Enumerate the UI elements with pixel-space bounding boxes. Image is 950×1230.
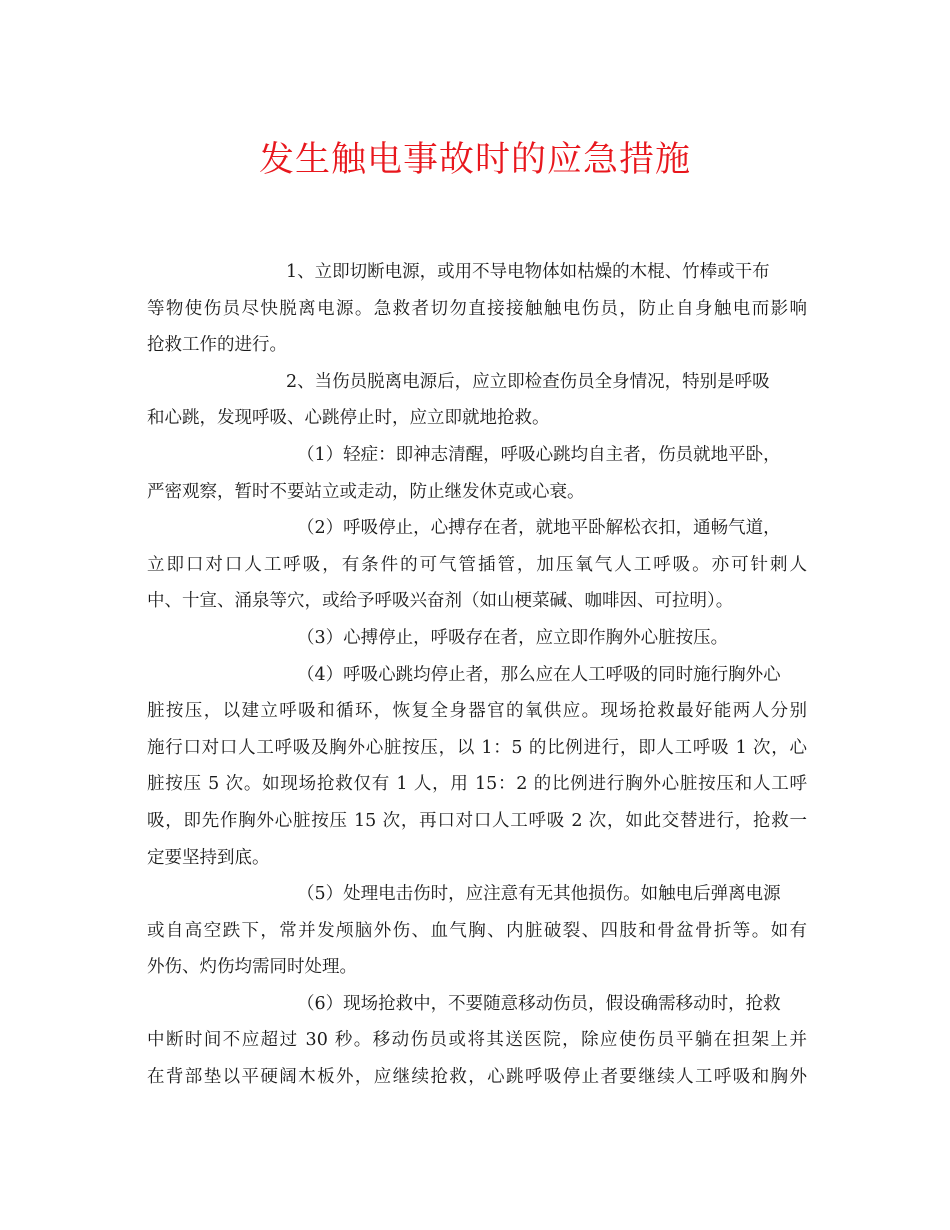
paragraph-line: （3）心搏停止，呼吸存在者，应立即作胸外心脏按压。 [297,627,729,648]
paragraph-line: 或自高空跌下，常并发颅脑外伤、血气胸、内脏破裂、四肢和骨盆骨折等。如有 [147,920,807,941]
paragraph-line: 在背部垫以平硬阔木板外，应继续抢救，心跳呼吸停止者要继续人工呼吸和胸外 [147,1067,807,1088]
paragraph-line: 2、当伤员脱离电源后，应立即检查伤员全身情况，特别是呼吸 [286,371,770,392]
paragraph-line: （6）现场抢救中，不要随意移动伤员，假设确需移动时，抢救 [297,993,781,1014]
paragraph-line: 中、十宣、涌泉等穴，或给予呼吸兴奋剂（如山梗菜碱、咖啡因、可拉明）。 [147,591,734,612]
paragraph-line: （5）处理电击伤时，应注意有无其他损伤。如触电后弹离电源 [297,884,781,905]
page-title: 发生触电事故时的应急措施 [258,140,691,180]
paragraph-line: 外伤、灼伤均需同时处理。 [147,957,357,978]
paragraph-line: 抢救工作的进行。 [147,335,287,356]
paragraph-line: 中断时间不应超过 30 秒。移动伤员或将其送医院，除应使伤员平躺在担架上并 [147,1030,807,1051]
paragraph-line: 脏按压 5 次。如现场抢救仅有 1 人，用 15：2 的比例进行胸外心脏按压和人工呼 [147,774,807,795]
paragraph-line: 严密观察，暂时不要站立或走动，防止继发休克或心衰。 [147,481,585,502]
paragraph-line: 等物使伤员尽快脱离电源。急救者切勿直接接触触电伤员，防止自身触电而影响 [147,298,807,319]
paragraph-line: （4）呼吸心跳均停止者，那么应在人工呼吸的同时施行胸外心 [297,664,781,685]
paragraph-line: 施行口对口人工呼吸及胸外心脏按压，以 1：5 的比例进行，即人工呼吸 1 次，心 [147,737,807,758]
paragraph-line: 1、立即切断电源，或用不导电物体如枯燥的木棍、竹棒或干布 [286,262,770,282]
paragraph-line: 吸，即先作胸外心脏按压 15 次，再口对口人工呼吸 2 次，如此交替进行，抢救一 [147,810,807,831]
paragraph-line: （2）呼吸停止，心搏存在者，就地平卧解松衣扣，通畅气道， [297,518,781,539]
paragraph-line: （1）轻症：即神志清醒，呼吸心跳均自主者，伤员就地平卧， [297,444,781,465]
document-body [147,254,807,1096]
paragraph-line: 定要坚持到底。 [147,847,270,868]
paragraph-line: 立即口对口人工呼吸，有条件的可气管插管，加压氧气人工呼吸。亦可针刺人 [147,554,807,575]
paragraph-line: 脏按压，以建立呼吸和循环，恢复全身器官的氧供应。现场抢救最好能两人分别 [147,701,807,722]
paragraph-line: 和心跳，发现呼吸、心跳停止时，应立即就地抢救。 [147,408,550,429]
